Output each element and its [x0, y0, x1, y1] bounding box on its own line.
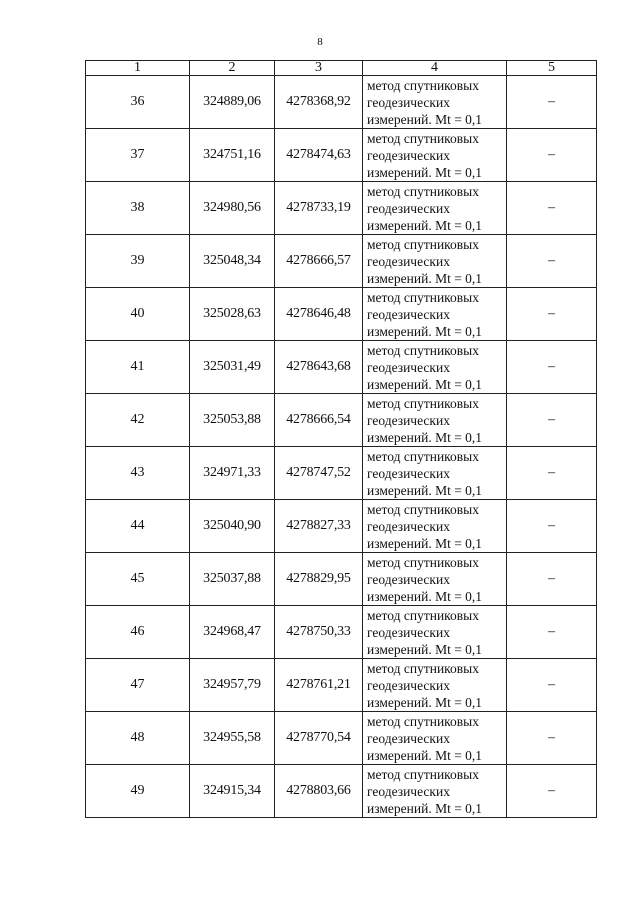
method-cell	[363, 765, 507, 818]
method-cell	[363, 394, 507, 447]
method-line: измерений. Mt = 0,1	[367, 747, 483, 763]
y-coordinate-cell: 4278666,54	[275, 394, 363, 447]
method-line: измерений. Mt = 0,1	[367, 323, 483, 339]
point-number-cell: 37	[86, 129, 190, 182]
table-row	[86, 182, 597, 235]
method-line: геодезических	[367, 94, 450, 110]
x-coordinate-cell: 325048,34	[190, 235, 275, 288]
note-cell: –	[507, 182, 597, 235]
y-coordinate-cell: 4278643,68	[275, 341, 363, 394]
method-cell	[363, 129, 507, 182]
y-coordinate-cell: 4278747,52	[275, 447, 363, 500]
method-line: метод спутниковых	[367, 183, 479, 199]
method-line: геодезических	[367, 147, 450, 163]
column-header-4: 4	[363, 61, 507, 76]
x-coordinate-cell: 325028,63	[190, 288, 275, 341]
method-line: измерений. Mt = 0,1	[367, 217, 483, 233]
note-cell: –	[507, 659, 597, 712]
method-line: измерений. Mt = 0,1	[367, 270, 483, 286]
table-row	[86, 341, 597, 394]
point-number-cell: 43	[86, 447, 190, 500]
method-line: метод спутниковых	[367, 713, 479, 729]
y-coordinate-cell: 4278646,48	[275, 288, 363, 341]
method-line: геодезических	[367, 783, 450, 799]
method-cell	[363, 606, 507, 659]
x-coordinate-cell: 324955,58	[190, 712, 275, 765]
method-line: измерений. Mt = 0,1	[367, 535, 483, 551]
method-line: метод спутниковых	[367, 130, 479, 146]
table-row	[86, 765, 597, 818]
method-cell	[363, 553, 507, 606]
x-coordinate-cell: 325031,49	[190, 341, 275, 394]
table-row	[86, 500, 597, 553]
method-line: геодезических	[367, 730, 450, 746]
note-cell: –	[507, 288, 597, 341]
note-cell: –	[507, 129, 597, 182]
method-cell	[363, 235, 507, 288]
column-header-1: 1	[86, 61, 190, 76]
method-line: геодезических	[367, 571, 450, 587]
note-cell: –	[507, 341, 597, 394]
table-row	[86, 235, 597, 288]
method-line: метод спутниковых	[367, 77, 479, 93]
method-line: метод спутниковых	[367, 660, 479, 676]
method-line: геодезических	[367, 518, 450, 534]
point-number-cell: 48	[86, 712, 190, 765]
x-coordinate-cell: 324957,79	[190, 659, 275, 712]
method-line: измерений. Mt = 0,1	[367, 111, 483, 127]
method-line: метод спутниковых	[367, 289, 479, 305]
table-row	[86, 659, 597, 712]
method-line: геодезических	[367, 253, 450, 269]
method-line: метод спутниковых	[367, 342, 479, 358]
point-number-cell: 39	[86, 235, 190, 288]
column-header-3: 3	[275, 61, 363, 76]
x-coordinate-cell: 324915,34	[190, 765, 275, 818]
method-cell	[363, 182, 507, 235]
note-cell: –	[507, 606, 597, 659]
method-line: метод спутниковых	[367, 607, 479, 623]
method-line: измерений. Mt = 0,1	[367, 694, 483, 710]
table-row	[86, 712, 597, 765]
note-cell: –	[507, 76, 597, 129]
x-coordinate-cell: 325040,90	[190, 500, 275, 553]
method-line: метод спутниковых	[367, 766, 479, 782]
point-number-cell: 42	[86, 394, 190, 447]
method-line: геодезических	[367, 624, 450, 640]
method-line: измерений. Mt = 0,1	[367, 376, 483, 392]
x-coordinate-cell: 324968,47	[190, 606, 275, 659]
point-number-cell: 46	[86, 606, 190, 659]
table-row	[86, 76, 597, 129]
note-cell: –	[507, 553, 597, 606]
y-coordinate-cell: 4278733,19	[275, 182, 363, 235]
method-line: измерений. Mt = 0,1	[367, 164, 483, 180]
method-line: измерений. Mt = 0,1	[367, 800, 483, 816]
note-cell: –	[507, 394, 597, 447]
method-line: измерений. Mt = 0,1	[367, 588, 483, 604]
point-number-cell: 49	[86, 765, 190, 818]
point-number-cell: 40	[86, 288, 190, 341]
y-coordinate-cell: 4278770,54	[275, 712, 363, 765]
method-cell	[363, 447, 507, 500]
method-cell	[363, 76, 507, 129]
method-line: геодезических	[367, 677, 450, 693]
method-line: метод спутниковых	[367, 554, 479, 570]
note-cell: –	[507, 235, 597, 288]
x-coordinate-cell: 324889,06	[190, 76, 275, 129]
column-header-2: 2	[190, 61, 275, 76]
point-number-cell: 45	[86, 553, 190, 606]
y-coordinate-cell: 4278803,66	[275, 765, 363, 818]
method-line: геодезических	[367, 412, 450, 428]
y-coordinate-cell: 4278474,63	[275, 129, 363, 182]
method-line: геодезических	[367, 465, 450, 481]
y-coordinate-cell: 4278827,33	[275, 500, 363, 553]
y-coordinate-cell: 4278666,57	[275, 235, 363, 288]
point-number-cell: 41	[86, 341, 190, 394]
method-line: измерений. Mt = 0,1	[367, 641, 483, 657]
method-line: метод спутниковых	[367, 395, 479, 411]
method-cell	[363, 659, 507, 712]
method-cell	[363, 500, 507, 553]
table-row	[86, 129, 597, 182]
point-number-cell: 36	[86, 76, 190, 129]
header-row	[86, 61, 597, 76]
table-row	[86, 553, 597, 606]
y-coordinate-cell: 4278761,21	[275, 659, 363, 712]
point-number-cell: 44	[86, 500, 190, 553]
column-header-5: 5	[507, 61, 597, 76]
note-cell: –	[507, 712, 597, 765]
method-cell	[363, 712, 507, 765]
y-coordinate-cell: 4278368,92	[275, 76, 363, 129]
table-body	[86, 76, 597, 818]
table-row	[86, 447, 597, 500]
method-line: геодезических	[367, 359, 450, 375]
x-coordinate-cell: 325037,88	[190, 553, 275, 606]
note-cell: –	[507, 500, 597, 553]
method-cell	[363, 341, 507, 394]
y-coordinate-cell: 4278750,33	[275, 606, 363, 659]
method-line: измерений. Mt = 0,1	[367, 482, 483, 498]
method-line: геодезических	[367, 200, 450, 216]
method-cell	[363, 288, 507, 341]
note-cell: –	[507, 447, 597, 500]
method-line: метод спутниковых	[367, 501, 479, 517]
point-number-cell: 38	[86, 182, 190, 235]
table-row	[86, 288, 597, 341]
method-line: геодезических	[367, 306, 450, 322]
method-line: метод спутниковых	[367, 448, 479, 464]
table-row	[86, 394, 597, 447]
note-cell: –	[507, 765, 597, 818]
y-coordinate-cell: 4278829,95	[275, 553, 363, 606]
x-coordinate-cell: 325053,88	[190, 394, 275, 447]
page-number: 8	[317, 36, 323, 48]
method-line: метод спутниковых	[367, 236, 479, 252]
x-coordinate-cell: 324980,56	[190, 182, 275, 235]
coordinates-table	[85, 60, 597, 818]
point-number-cell: 47	[86, 659, 190, 712]
method-line: измерений. Mt = 0,1	[367, 429, 483, 445]
x-coordinate-cell: 324751,16	[190, 129, 275, 182]
table-row	[86, 606, 597, 659]
table-header	[86, 61, 597, 76]
x-coordinate-cell: 324971,33	[190, 447, 275, 500]
